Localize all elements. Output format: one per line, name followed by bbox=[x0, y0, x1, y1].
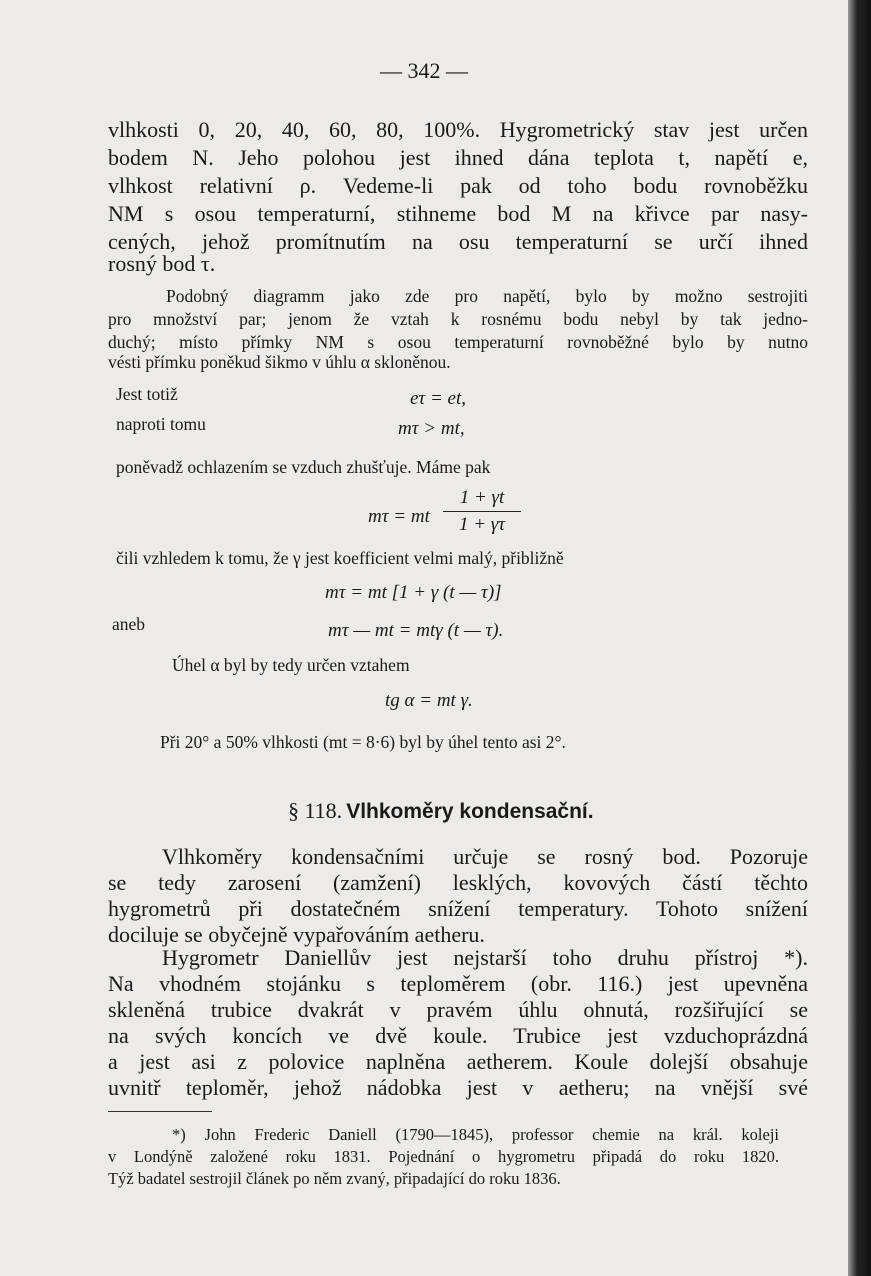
body-line: dociluje se obyčejně vypařováním aetheru. bbox=[108, 922, 485, 947]
text-line: NM s osou temperaturní, stihneme bod M na křivce par nasy- bbox=[108, 201, 808, 226]
body-line: Vlhkoměry kondensačními určuje se rosný bod. Pozoruje bbox=[162, 844, 808, 869]
body-line: Hygrometr Daniellův jest nejstarší toho druhu přístroj *). bbox=[162, 945, 808, 970]
footnote-line: Týž badatel sestrojil článek po něm zvaný, připadající do roku 1836. bbox=[108, 1169, 561, 1188]
text-line: vlhkosti 0, 20, 40, 60, 80, 100%. Hygrometrický stav jest určen bbox=[108, 117, 808, 142]
label-jest-totiz: Jest totiž bbox=[116, 384, 178, 404]
note-line: duchý; místo přímky NM s osou temperaturní rovnoběžné bylo by nutno bbox=[108, 332, 808, 352]
body-line: a jest asi z polovice naplněna aetherem. Koule dolejší obsahuje bbox=[108, 1049, 808, 1074]
text-ponevadz: poněvadž ochlazením se vzduch zhušťuje. Máme pak bbox=[116, 457, 491, 477]
text-uhel: Úhel α byl by tedy určen vztahem bbox=[172, 655, 410, 675]
equation-4: mτ = mt [1 + γ (t — τ)] bbox=[325, 582, 502, 603]
section-title: Vlhkoměry kondensační. bbox=[346, 800, 594, 823]
book-edge bbox=[848, 0, 871, 1276]
footnote-rule bbox=[108, 1111, 212, 1112]
note-line: vésti přímku poněkud šikmo v úhlu α skloněnou. bbox=[108, 352, 451, 372]
body-line: uvnitř teploměr, jehož nádobka jest v aetheru; na vnější své bbox=[108, 1075, 808, 1100]
text-line: cených, jehož promítnutím na osu temperaturní se určí ihned bbox=[108, 229, 808, 254]
text-line: bodem N. Jeho polohou jest ihned dána teplota t, napětí e, bbox=[108, 145, 808, 170]
equation-1: eτ = et, bbox=[410, 388, 467, 409]
section-heading bbox=[288, 797, 594, 825]
equation-6: tg α = mt γ. bbox=[385, 690, 473, 711]
label-naproti-tomu: naproti tomu bbox=[116, 414, 206, 434]
footnote-line: *) John Frederic Daniell (1790—1845), professor chemie na král. koleji bbox=[172, 1125, 779, 1144]
equation-3-fraction bbox=[437, 487, 527, 536]
text-line: vlhkost relativní ρ. Vedeme-li pak od toho bodu rovnoběžku bbox=[108, 173, 808, 198]
equation-2: mτ > mt, bbox=[398, 418, 465, 439]
text-line: rosný bod τ. bbox=[108, 251, 216, 276]
body-line: skleněná trubice dvakrát v pravém úhlu ohnutá, rozšiřující se bbox=[108, 997, 808, 1022]
text-pri: Při 20° a 50% vlhkosti (mt = 8·6) byl by úhel tento asi 2°. bbox=[160, 732, 566, 752]
note-line: pro množství par; jenom že vztah k rosnému bodu nebyl by tak jedno- bbox=[108, 309, 808, 329]
body-line: na svých koncích ve dvě koule. Trubice jest vzduchoprázdná bbox=[108, 1023, 808, 1048]
note-line: Podobný diagramm jako zde pro napětí, bylo by možno sestrojiti bbox=[166, 286, 808, 306]
text-cili: čili vzhledem k tomu, že γ jest koefficient velmi malý, přibližně bbox=[116, 548, 564, 568]
fraction-bar bbox=[443, 511, 521, 512]
equation-3-left: mτ = mt bbox=[368, 506, 430, 527]
section-number: § 118. bbox=[288, 798, 343, 823]
label-aneb: aneb bbox=[112, 614, 146, 634]
footnote-line: v Londýně založené roku 1831. Pojednání o hygrometru připadá do roku 1820. bbox=[108, 1147, 779, 1166]
body-line: Na vhodném stojánku s teploměrem (obr. 116.) jest upevněna bbox=[108, 971, 808, 996]
equation-5: mτ — mt = mtγ (t — τ). bbox=[328, 620, 504, 641]
fraction-numerator: 1 + γt bbox=[459, 487, 505, 508]
body-line: hygrometrů při dostatečném snížení temperatury. Tohoto snížení bbox=[108, 896, 808, 921]
fraction-denominator: 1 + γτ bbox=[458, 514, 506, 535]
body-line: se tedy zarosení (zamžení) lesklých, kovových částí těchto bbox=[108, 870, 808, 895]
page-number: — 342 — bbox=[380, 58, 468, 83]
